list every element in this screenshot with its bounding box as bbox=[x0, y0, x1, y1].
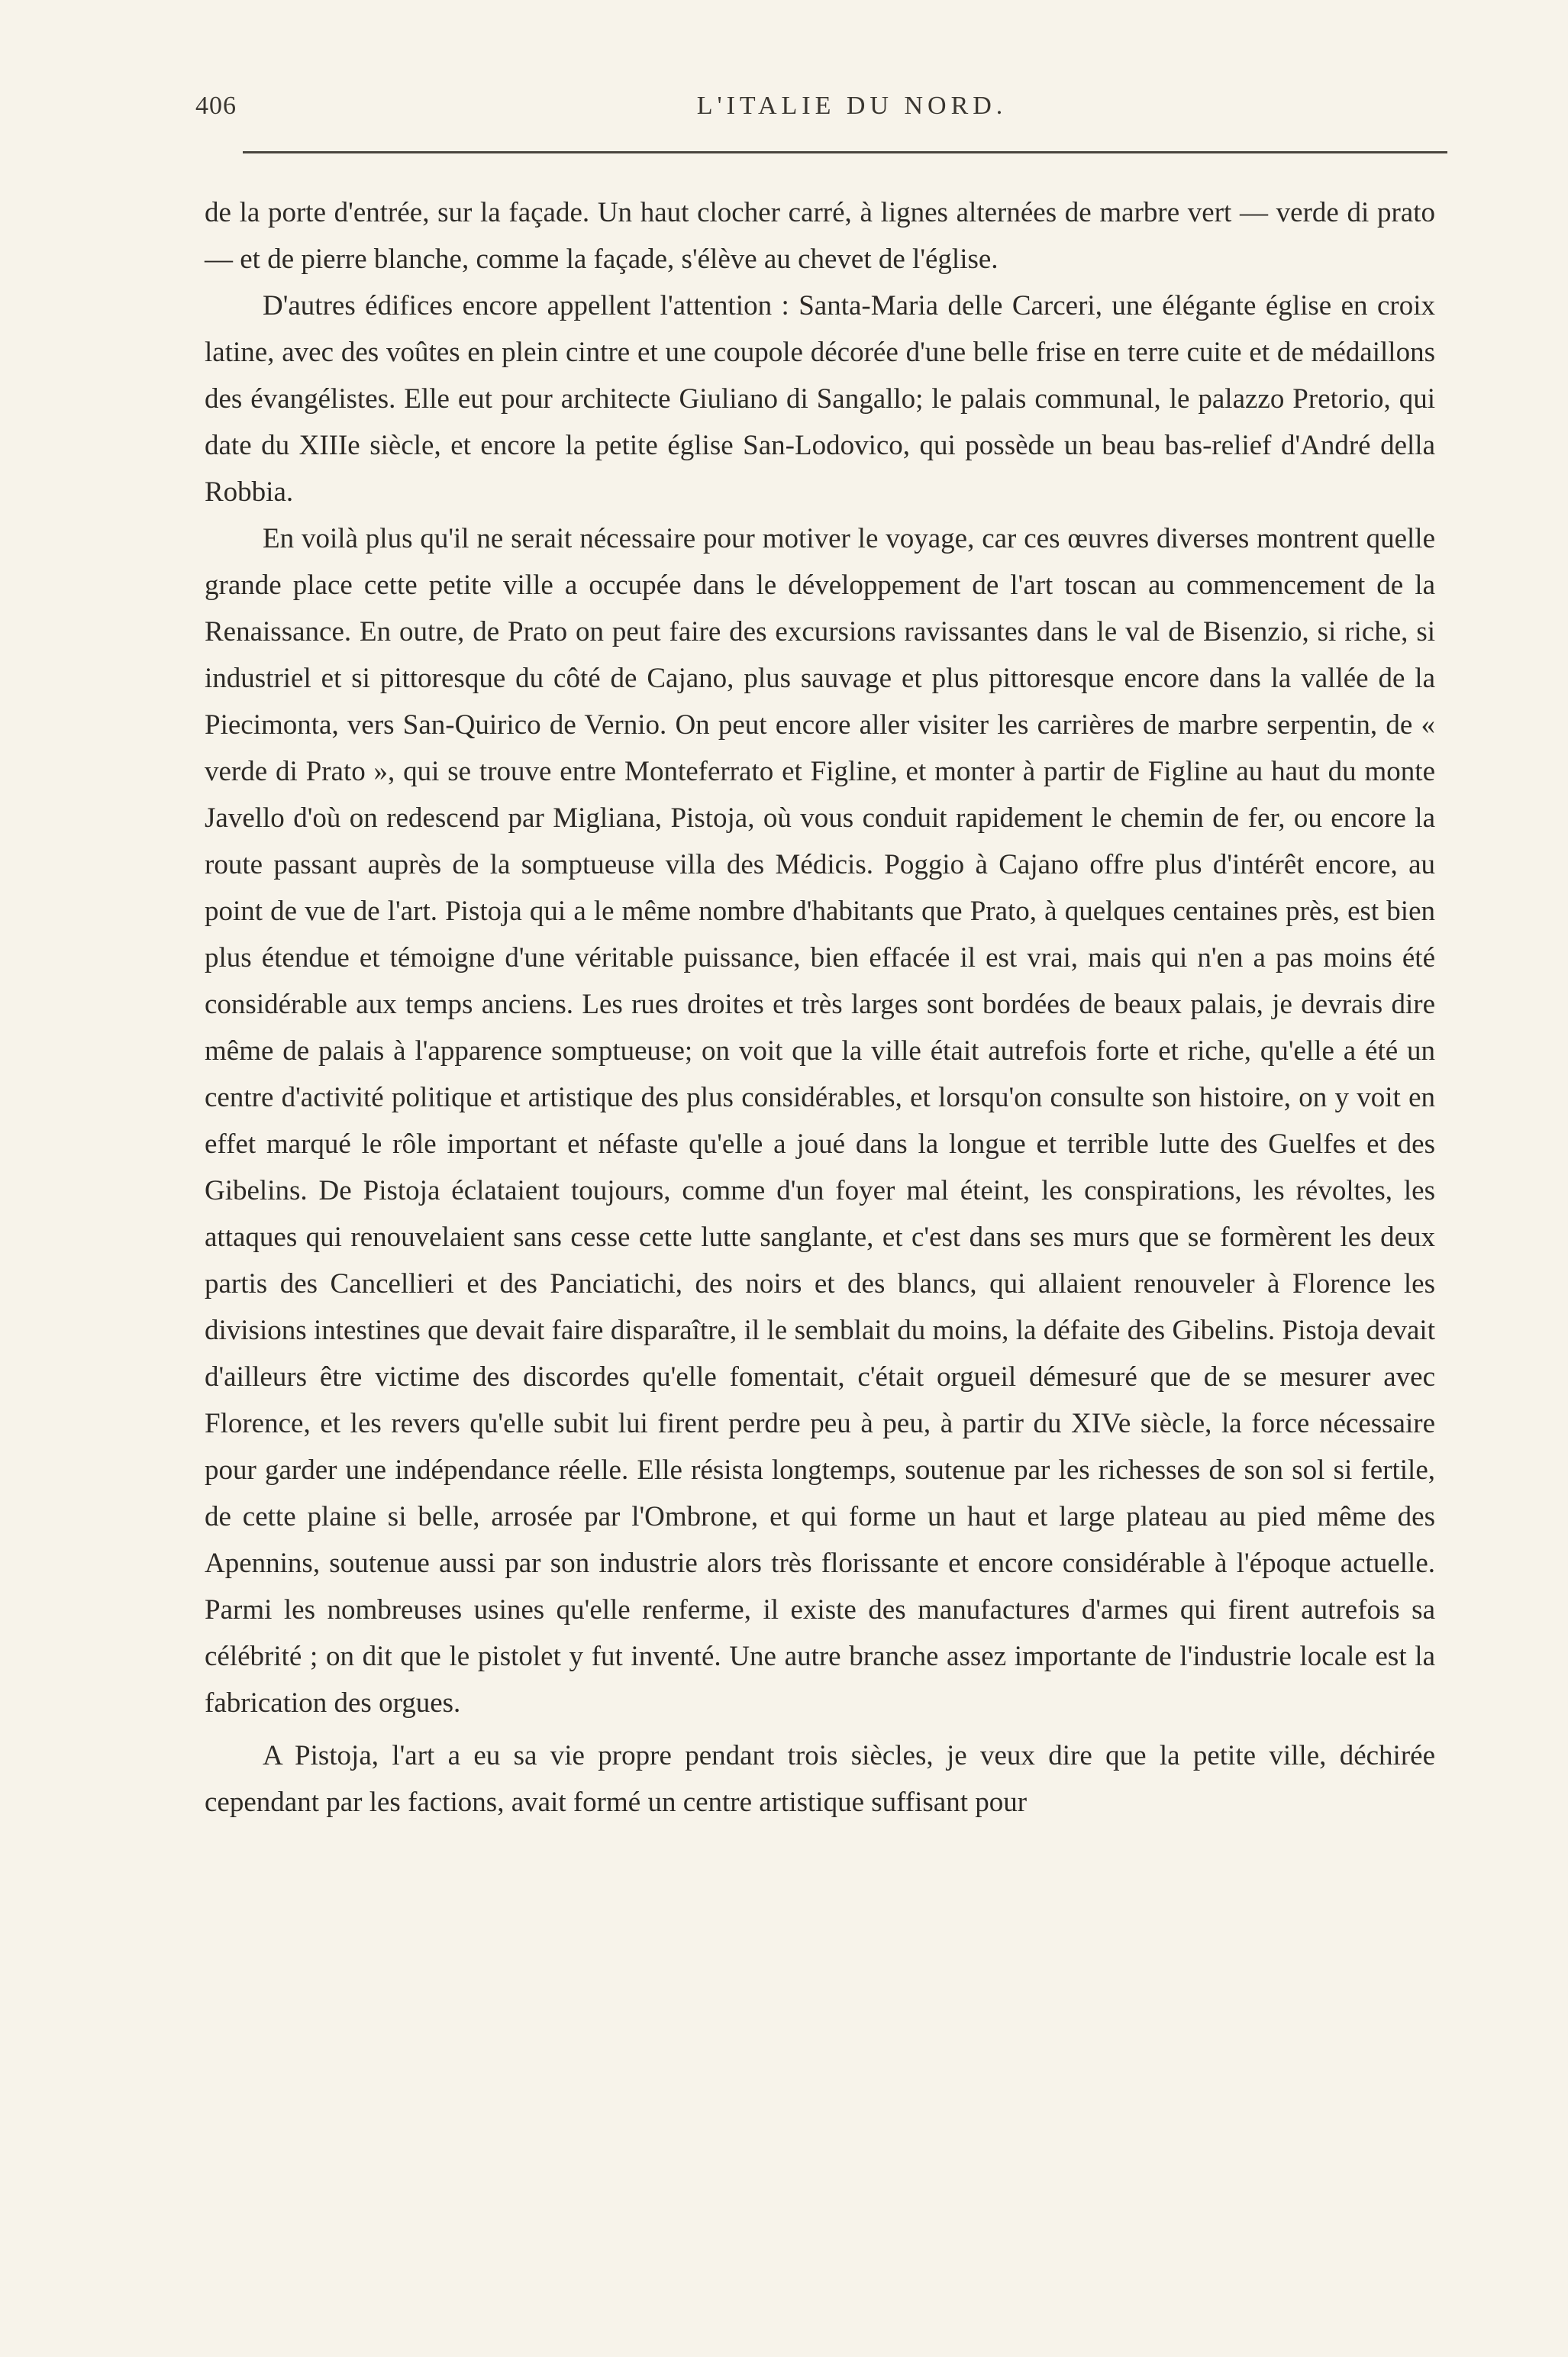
page-number: 406 bbox=[195, 92, 237, 120]
paragraph-continuation: de la porte d'entrée, sur la façade. Un haut clocher carré, à lignes alternées de marbre vert — verde di prato — et de pierre blanche, comme la façade, s'élève au chevet de l'église. bbox=[205, 197, 1435, 275]
paragraph: D'autres édifices encore appellent l'attention : Santa-Maria delle Carceri, une élégante église en croix latine, avec des voûtes en plein cintre et une coupole décorée d'une belle frise en terre cuite et de médaillons des évangélistes. Elle eut pour architecte Giuliano di Sangallo; le palais communal, le palazzo Pretorio, qui date du XIIIe siècle, et encore la petite église San-Lodovico, qui possède un beau bas-relief d'André della Robbia. bbox=[205, 290, 1435, 508]
running-title: L'ITALIE DU NORD. bbox=[696, 92, 1008, 120]
page-header bbox=[195, 86, 1447, 131]
header-rule bbox=[243, 151, 1447, 153]
paragraph: A Pistoja, l'art a eu sa vie propre pendant trois siècles, je veux dire que la petite ville, déchirée cependant par les factions, avait formé un centre artistique suffisant pour bbox=[205, 1740, 1435, 1818]
body-text bbox=[205, 189, 1435, 1826]
paragraph: En voilà plus qu'il ne serait nécessaire pour motiver le voyage, car ces œuvres diverses montrent quelle grande place cette petite ville a occupée dans le développement de l'art toscan au commencement de la Renaissance. En outre, de Prato on peut faire des excursions ravissantes dans le val de Bisenzio, si riche, si industriel et si pittoresque du côté de Cajano, plus sauvage et plus pittoresque encore dans la vallée de la Piecimonta, vers San-Quirico de Vernio. On peut encore aller visiter les carrières de marbre serpentin, de « verde di Prato », qui se trouve entre Monteferrato et Figline, et monter à partir de Figline au haut du monte Javello d'où on redescend par Migliana, Pistoja, où vous conduit rapidement le chemin de fer, ou encore la route passant auprès de la somptueuse villa des Médicis. Poggio à Cajano offre plus d'intérêt encore, au point de vue de l'art. Pistoja qui a le même nombre d'habitants que Prato, à quelques centaines près, est bien plus étendue et témoigne d'une véritable puissance, bien effacée il est vrai, mais qui n'en a pas moins été considérable aux temps anciens. Les rues droites et très larges sont bordées de beaux palais, je devrais dire même de palais à l'apparence somptueuse; on voit que la ville était autrefois forte et riche, qu'elle a été un centre d'activité politique et artistique des plus considérables, et lorsqu'on consulte son histoire, on y voit en effet marqué le rôle important et néfaste qu'elle a joué dans la longue et terrible lutte des Guelfes et des Gibelins. De Pistoja éclataient toujours, comme d'un foyer mal éteint, les conspirations, les révoltes, les attaques qui renouvelaient sans cesse cette lutte sanglante, et c'est dans ses murs que se formèrent les deux partis des Cancellieri et des Panciatichi, des noirs et des blancs, qui allaient renouveler à Florence les divisions intestines que devait faire disparaître, il le semblait du moins, la défaite des Gibelins. Pistoja devait d'ailleurs être victime des discordes qu'elle fomentait, c'était orgueil démesuré que de se mesurer avec Florence, et les revers qu'elle subit lui firent perdre peu à peu, à partir du XIVe siècle, la force nécessaire pour garder une indépendance réelle. Elle résista longtemps, soutenue par les richesses de son sol si fertile, de cette plaine si belle, arrosée par l'Ombrone, et qui forme un haut et large plateau au pied même des Apennins, soutenue aussi par son industrie alors très florissante et encore considérable à l'époque actuelle. Parmi les nombreuses usines qu'elle renferme, il existe des manufactures d'armes qui firent autrefois sa célébrité ; on dit que le pistolet y fut inventé. Une autre branche assez importante de l'industrie locale est la fabrication des orgues. bbox=[205, 523, 1435, 1719]
